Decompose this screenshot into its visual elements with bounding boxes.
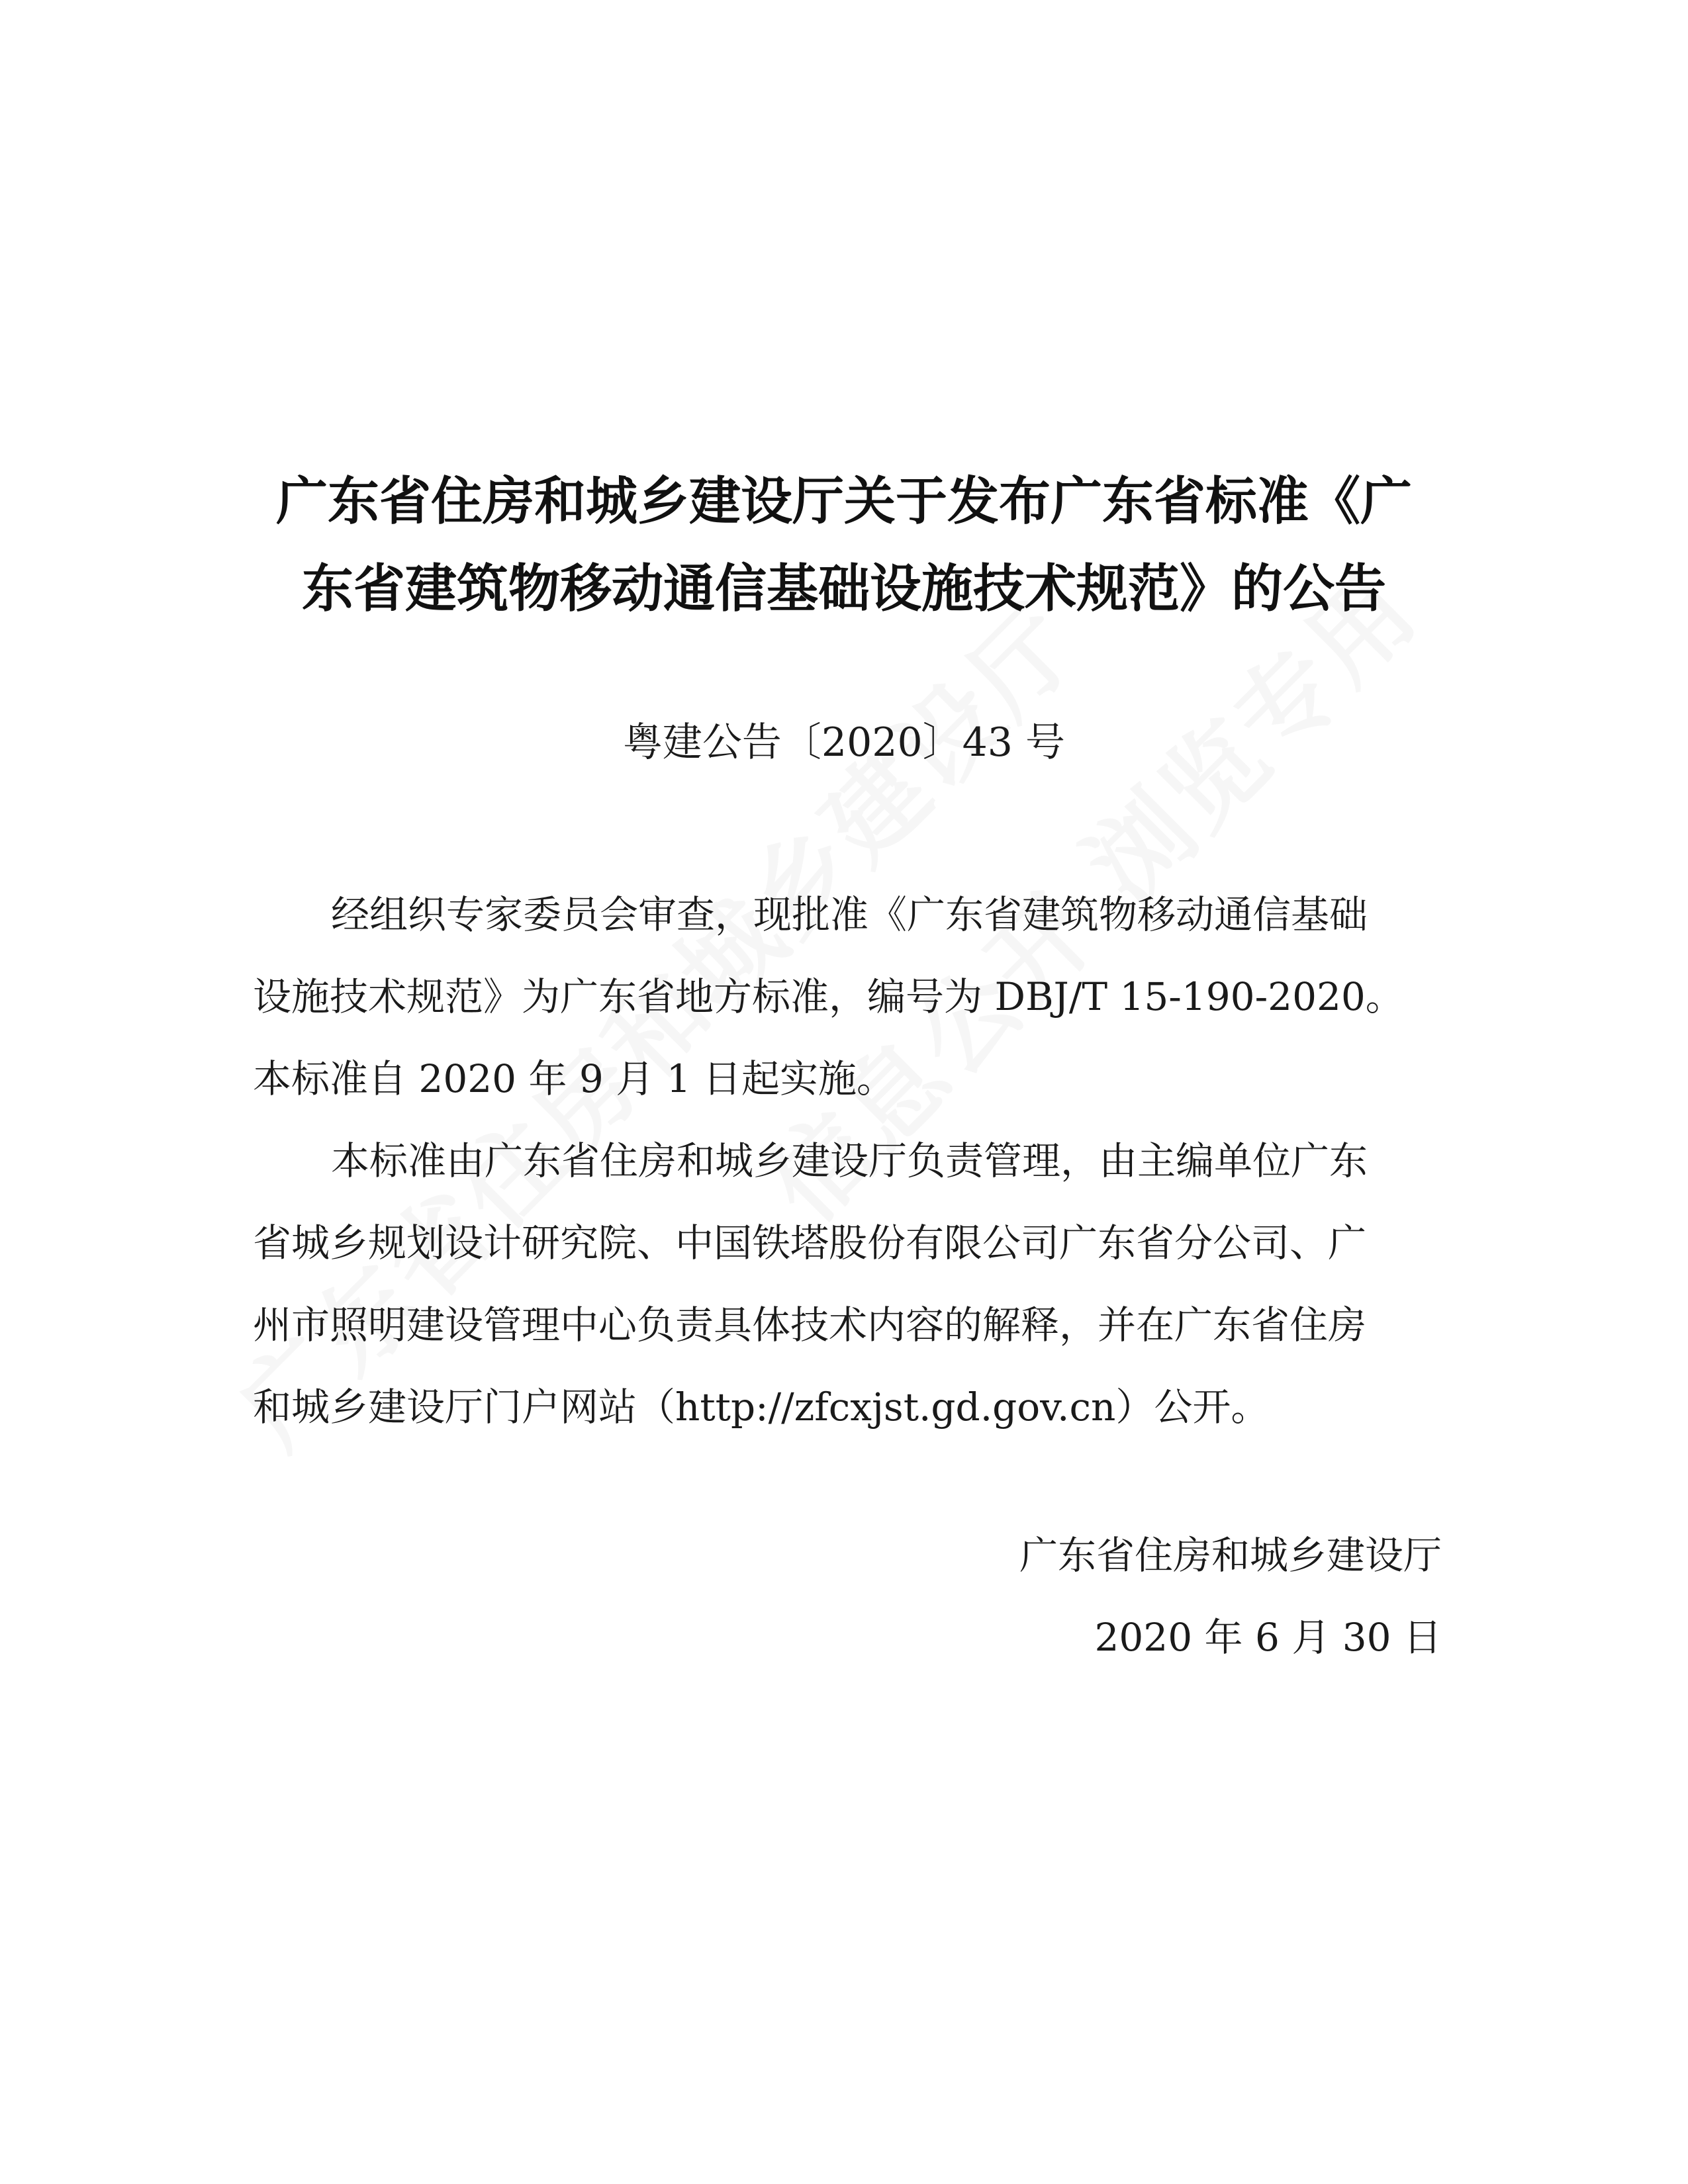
paragraph-2-line-4: 和城乡建设厅门户网站（http://zfcxjst.gd.gov.cn）公开。 <box>253 1385 1270 1430</box>
paragraph-1-line-1: 经组织专家委员会审查，现批准《广东省建筑物移动通信基础 <box>331 892 1368 937</box>
paragraph-2-line-2: 省城乡规划设计研究院、中国铁塔股份有限公司广东省分公司、广 <box>253 1220 1367 1265</box>
paragraph-2-line-3: 州市照明建设管理中心负责具体技术内容的解释，并在广东省住房 <box>253 1302 1367 1347</box>
paragraph-1-line-3: 本标准自 2020 年 9 月 1 日起实施。 <box>253 1056 896 1101</box>
title-line-2: 东省建筑物移动通信基础设施技术规范》的公告 <box>301 559 1386 619</box>
document-number: 粤建公告〔2020〕43 号 <box>622 719 1066 766</box>
announcement-body <box>253 874 1444 1448</box>
title-line-1: 广东省住房和城乡建设厅关于发布广东省标准《广 <box>275 471 1412 531</box>
paragraph-2-line-1: 本标准由广东省住房和城乡建设厅负责管理，由主编单位广东 <box>331 1138 1368 1183</box>
announcement-title <box>245 458 1443 633</box>
signature-block <box>1019 1514 1442 1678</box>
issue-date: 2020 年 6 月 30 日 <box>1094 1615 1442 1660</box>
issuer-name: 广东省住房和城乡建设厅 <box>1019 1533 1442 1578</box>
paragraph-1-line-2: 设施技术规范》为广东省地方标准，编号为 DBJ/T 15-190-2020。 <box>253 974 1404 1019</box>
